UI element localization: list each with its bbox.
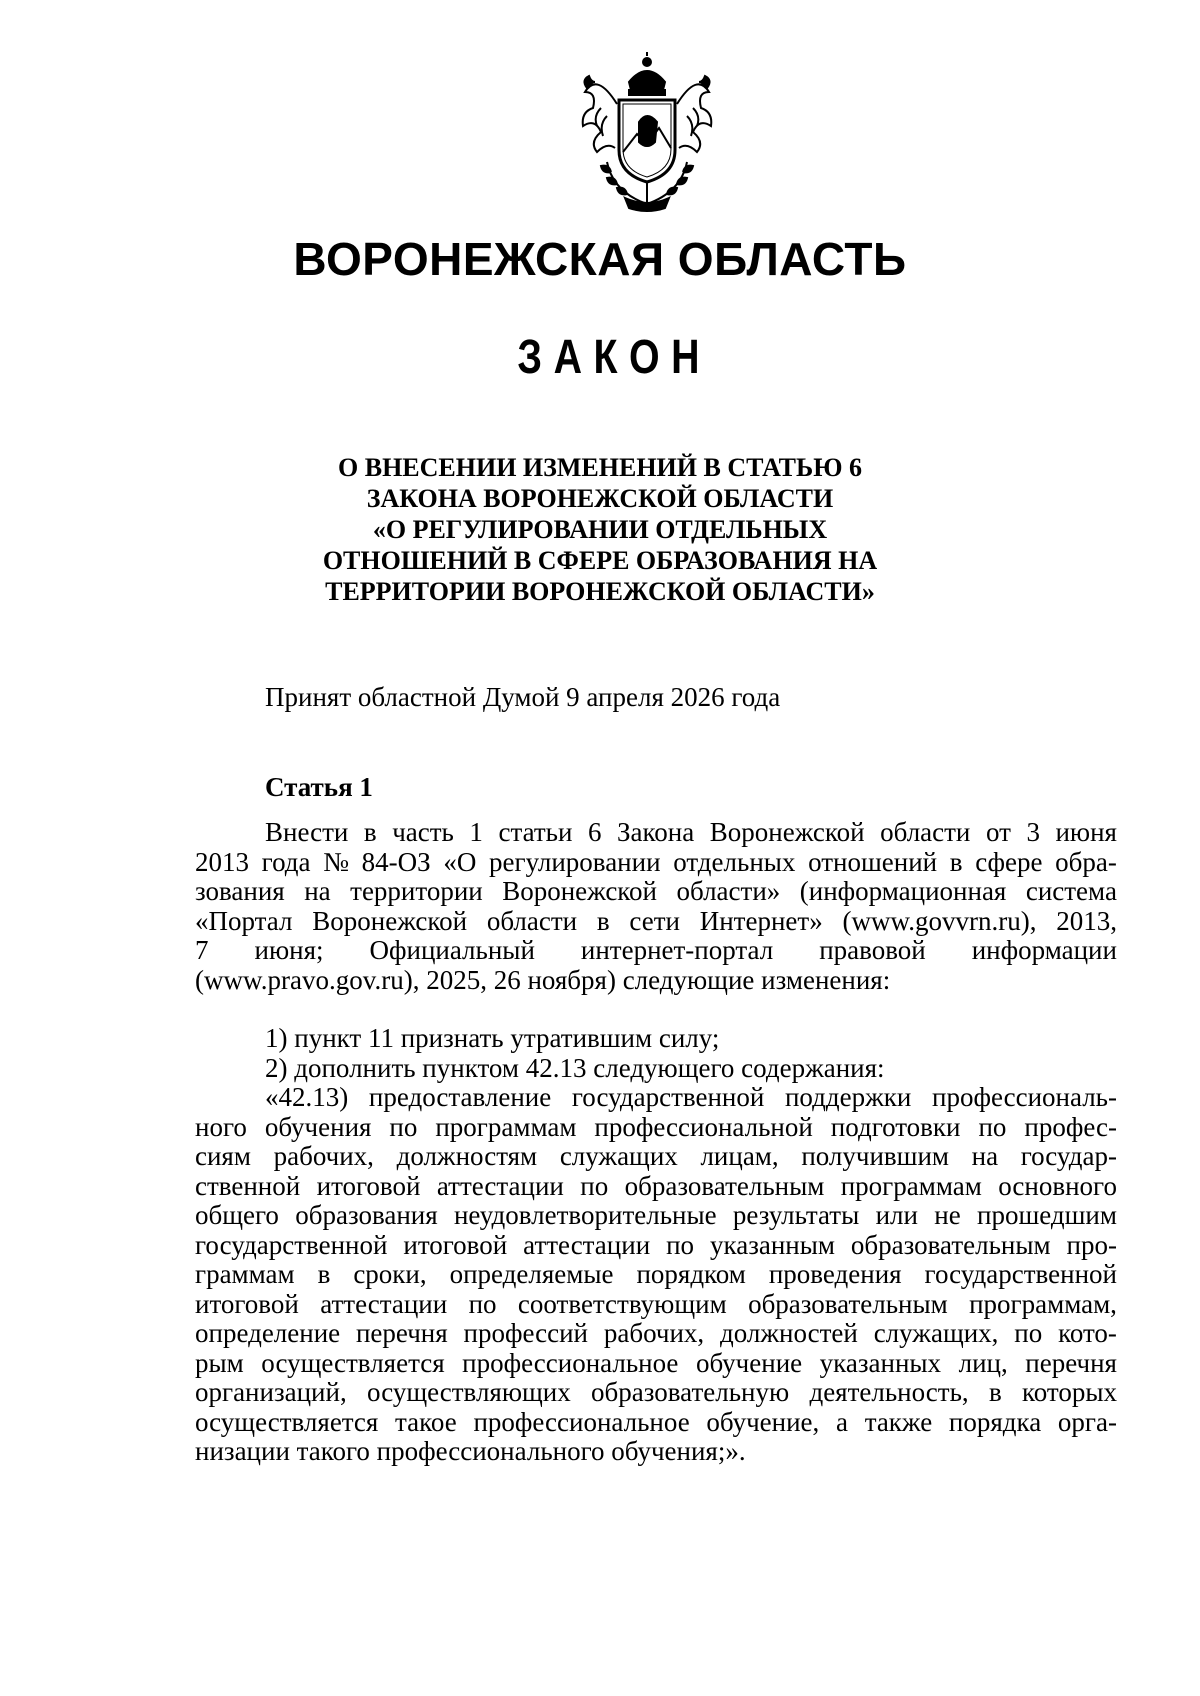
word: определение [195, 1318, 341, 1348]
word: поддержки [784, 1082, 912, 1112]
word: получившим [801, 1141, 949, 1171]
word: Закона [617, 817, 695, 847]
word: «42.13) [265, 1082, 349, 1112]
word: деятельность, [809, 1377, 969, 1407]
word: отношений [808, 846, 938, 877]
document-type: ЗАКОН [517, 331, 711, 384]
word: информации [971, 935, 1117, 965]
list-item: 1) пункт 11 признать утратившим силу; [265, 1023, 720, 1053]
text-line [195, 1172, 1117, 1202]
word: Воронежской [312, 905, 468, 936]
word: должностей [720, 1318, 858, 1348]
word: июня; [254, 935, 324, 965]
word: которых [1021, 1377, 1117, 1407]
region-name: ВОРОНЕЖСКАЯ ОБЛАСТЬ [293, 233, 907, 285]
word: года [261, 846, 311, 877]
text-line [195, 1113, 1117, 1143]
word: по [389, 1111, 418, 1142]
word: области [880, 817, 971, 847]
word: «О [443, 846, 477, 877]
text-line [195, 1319, 1117, 1349]
word: или [875, 1200, 918, 1230]
word: профессиональное [473, 1406, 690, 1437]
word: граммам [195, 1259, 295, 1289]
title-line: ОТНОШЕНИЙ В СФЕРЕ ОБРАЗОВАНИЯ НА [322, 546, 878, 575]
word: проведения [768, 1259, 902, 1289]
text-line: (www.pravo.gov.ru), 2025, 26 ноября) следующие изменения: [195, 964, 891, 995]
word: орга- [1057, 1406, 1117, 1437]
word: образования [295, 1200, 438, 1230]
word: сфере [975, 846, 1043, 877]
word: 7 [195, 935, 209, 965]
title-line: О ВНЕСЕНИИ ИЗМЕНЕНИЙ В СТАТЬЮ 6 [338, 453, 862, 482]
word: 1 [469, 817, 483, 847]
law-title [250, 452, 950, 607]
word: от [985, 817, 1011, 847]
text-line [195, 1083, 1117, 1113]
word: по [1014, 1318, 1043, 1348]
word: обучение [695, 1347, 803, 1378]
word: Интернет» [699, 905, 823, 936]
word: в [317, 1259, 331, 1289]
word: в [363, 817, 377, 847]
word: государственной [924, 1259, 1117, 1289]
word: результаты [732, 1200, 860, 1230]
word: № [323, 846, 349, 877]
text-line [195, 1142, 1117, 1172]
word: обучения [264, 1111, 372, 1142]
word: Воронежской [709, 817, 865, 847]
adoption-date: Принят областной Думой 9 апреля 2026 года [265, 682, 781, 712]
word: правовой [819, 935, 926, 965]
word: 2013 [195, 846, 249, 877]
word: предоставление [368, 1082, 552, 1112]
word: в [596, 905, 610, 936]
word: профес- [1024, 1111, 1117, 1142]
word: рабочих, [603, 1318, 705, 1348]
word: профессиональ- [932, 1082, 1117, 1112]
word: итоговой [195, 1288, 299, 1319]
text-line [195, 1231, 1117, 1261]
word: образовательным [624, 1170, 825, 1201]
word: лиц, [958, 1347, 1008, 1378]
word: аттестации [320, 1288, 448, 1319]
word: по [666, 1229, 695, 1260]
word: статьи [498, 817, 573, 847]
word: «Портал [195, 905, 293, 936]
word: (информационная [799, 876, 1007, 906]
word: программам [435, 1111, 577, 1142]
word: служащих [559, 1141, 678, 1171]
word: на [304, 876, 331, 906]
word: Внести [265, 817, 349, 847]
text-line [195, 818, 1117, 848]
text-line [195, 1349, 1117, 1379]
word: определяемые [449, 1259, 614, 1289]
word: обра- [1055, 846, 1117, 877]
word: служащих, [873, 1318, 999, 1348]
word: области [486, 905, 578, 936]
word: рабочих, [273, 1141, 374, 1171]
word: система [1025, 876, 1117, 906]
word: профессий [463, 1318, 588, 1348]
title-line: ТЕРРИТОРИИ ВОРОНЕЖСКОЙ ОБЛАСТИ» [325, 577, 875, 606]
word: осуществляющих [367, 1377, 571, 1407]
text-line [195, 936, 1117, 966]
word: осуществляется [195, 1406, 379, 1437]
word: должностям [396, 1141, 538, 1171]
word: такое [395, 1406, 457, 1437]
word: основного [998, 1170, 1117, 1201]
word: аттестации [523, 1229, 651, 1260]
word: итоговой [316, 1170, 421, 1201]
text-line [195, 1408, 1117, 1438]
word: зования [195, 876, 285, 906]
title-line: «О РЕГУЛИРОВАНИИ ОТДЕЛЬНЫХ [372, 515, 828, 544]
word: профессиональное [462, 1347, 679, 1378]
word: по [978, 1111, 1007, 1142]
word: 84-ОЗ [361, 846, 431, 877]
word: ного [195, 1111, 247, 1142]
word: не [934, 1200, 961, 1230]
word: кото- [1058, 1318, 1117, 1348]
word: а [836, 1406, 848, 1437]
word: 3 [1026, 817, 1040, 847]
word: по [468, 1288, 497, 1319]
article-heading: Статья 1 [265, 772, 373, 802]
word: в [988, 1377, 1002, 1407]
word: указанных [819, 1347, 942, 1378]
word: осуществляется [261, 1347, 445, 1378]
word: Официальный [369, 935, 535, 965]
word: (www.govvrn.ru), [842, 905, 1037, 936]
word: перечня [1025, 1347, 1117, 1378]
coat-of-arms-icon [567, 52, 727, 217]
word: соответствующим [517, 1288, 727, 1319]
word: подготовки [830, 1111, 961, 1142]
word: ственной [195, 1170, 301, 1201]
text-line [195, 1260, 1117, 1290]
word: по [580, 1170, 609, 1201]
title-line: ЗАКОНА ВОРОНЕЖСКОЙ ОБЛАСТИ [366, 484, 834, 513]
text-line [195, 907, 1117, 937]
word: про- [1066, 1229, 1117, 1260]
word: профессиональной [594, 1111, 813, 1142]
word: порядком [636, 1259, 746, 1289]
word: интернет-портал [580, 935, 774, 965]
word: регулировании [489, 846, 661, 877]
word: обучение, [706, 1406, 820, 1437]
word: сиям [195, 1141, 251, 1171]
word: указанным [710, 1229, 835, 1260]
word: итоговой [403, 1229, 508, 1260]
word: образовательным [748, 1288, 948, 1319]
word: на [971, 1141, 999, 1171]
word: неудовлетворительные [453, 1200, 717, 1230]
word: лицам, [700, 1141, 779, 1171]
article-body [195, 818, 1117, 1467]
word: государ- [1020, 1141, 1117, 1171]
word: 6 [587, 817, 602, 847]
word: программам, [969, 1288, 1117, 1319]
list-item: 2) дополнить пунктом 42.13 следующего содержания: [265, 1052, 885, 1083]
word: сроки, [353, 1259, 427, 1289]
word: 2013, [1056, 905, 1117, 936]
word: также [864, 1406, 933, 1437]
word: общего [195, 1200, 279, 1230]
text-line: низации такого профессионального обучения;». [195, 1436, 746, 1466]
word: государственной [571, 1082, 765, 1112]
word: порядка [948, 1406, 1042, 1437]
word: часть [392, 817, 454, 847]
word: перечня [355, 1318, 448, 1348]
word: в [949, 846, 963, 877]
text-line [195, 1201, 1117, 1231]
word: государственной [195, 1229, 388, 1260]
word: территории [350, 876, 483, 906]
word: рым [195, 1347, 244, 1378]
text-line [195, 848, 1117, 878]
word: организаций, [195, 1377, 347, 1407]
text-line [195, 1378, 1117, 1408]
word: Воронежской [502, 876, 658, 906]
word: сети [629, 905, 680, 936]
text-line [195, 1290, 1117, 1320]
text-line [195, 877, 1117, 907]
word: области» [676, 876, 781, 906]
word: прошедшим [977, 1200, 1117, 1230]
word: июня [1055, 817, 1117, 847]
word: аттестации [436, 1170, 564, 1201]
word: программам [840, 1170, 982, 1201]
word: отдельных [673, 846, 796, 877]
word: образовательным [850, 1229, 1051, 1260]
word: образовательную [591, 1377, 790, 1407]
